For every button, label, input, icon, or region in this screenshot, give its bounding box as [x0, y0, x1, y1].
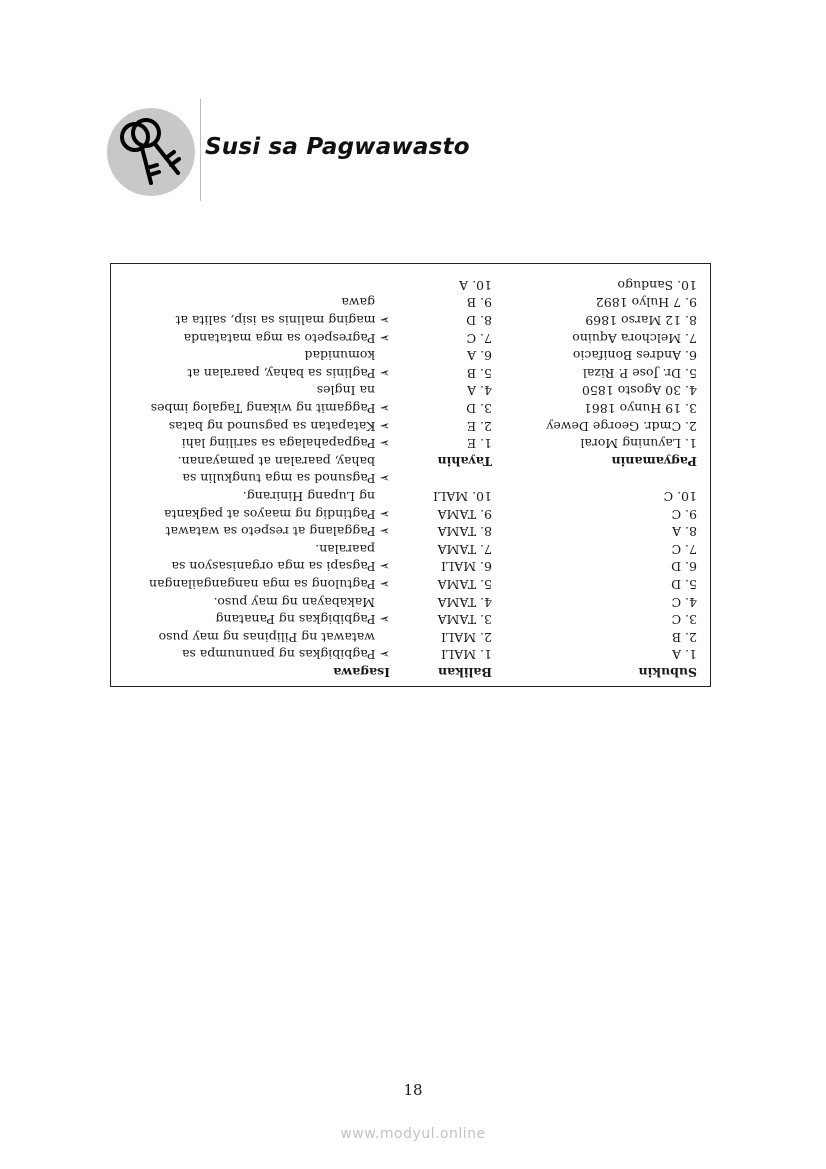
- answer-cell: 5. B: [466, 365, 492, 381]
- answer-cell: ➢ Paggamit ng wikang Tagalog imbes: [150, 401, 390, 416]
- answer-cell: 3. TAMA: [437, 612, 492, 628]
- answer-cell: ➢ Pagbibigkas ng Panatang: [215, 612, 390, 628]
- answer-cell: 10. MALI: [433, 489, 492, 504]
- answer-cell: 5. TAMA: [437, 577, 492, 592]
- column-header: Subukin: [638, 665, 697, 680]
- answer-cell: 10. Sandugo: [617, 277, 697, 293]
- answer-cell: 2. Cmdr. George Dewey: [546, 418, 697, 434]
- table-row: [111, 311, 710, 329]
- answer-cell: ➢ maging malinis sa isip, salita at: [175, 313, 390, 328]
- keys-icon: [106, 107, 196, 197]
- table-row: [111, 276, 710, 294]
- table-row: [111, 470, 710, 488]
- answer-cell: ➢ Pagpapahalaga sa sariling lahi: [181, 436, 390, 452]
- section-2-header: [111, 452, 710, 470]
- table-row: [111, 487, 710, 505]
- answer-cell: gawa: [341, 295, 375, 311]
- answer-cell: 8. D: [466, 313, 492, 328]
- answer-cell: ➢ Pagbibigkas ng panunumpa sa: [182, 647, 390, 663]
- column-header: Isagawa: [333, 665, 390, 680]
- answer-cell: 2. E: [466, 418, 492, 434]
- header-divider: [200, 99, 201, 201]
- answer-cell: ➢ Pagsapi sa mga organisasyon sa: [171, 559, 390, 575]
- answer-cell: 10. A: [459, 277, 492, 293]
- answer-cell: ➢ Katapatan sa pagsunod ng batas: [168, 418, 390, 434]
- table-row: [111, 558, 710, 576]
- answer-cell: 3. C: [671, 612, 697, 628]
- table-row: [111, 646, 710, 664]
- answer-cell: bahay, paaralan at pamayanan.: [177, 453, 375, 469]
- table-row: [111, 628, 710, 646]
- answer-cell: 1. E: [466, 436, 492, 452]
- table-row: [111, 417, 710, 435]
- table-row: [111, 540, 710, 558]
- answer-cell: 10. C: [663, 489, 697, 504]
- answer-cell: 9. C: [671, 506, 697, 522]
- table-row: [111, 364, 710, 382]
- table-row: [111, 505, 710, 523]
- answer-cell: 6. D: [671, 559, 697, 575]
- column-header: Tayahin: [437, 453, 492, 469]
- answer-cell: 2. B: [671, 629, 697, 645]
- answer-cell: ➢ Pagtindig ng maayos at pagkanta: [163, 506, 390, 522]
- answer-cell: 9. 7 Hulyo 1892: [595, 295, 697, 311]
- answer-cell: 4. TAMA: [437, 594, 492, 610]
- answer-cell: ng Lupang Hinirang.: [242, 489, 375, 504]
- answer-cell: 1. MALI: [441, 647, 492, 663]
- answer-cell: 3. 19 Hunyo 1861: [583, 401, 697, 416]
- column-header: Pagyamanin: [611, 453, 697, 469]
- answer-cell: 2. MALI: [441, 629, 492, 645]
- answer-cell: paaralan.: [315, 541, 375, 557]
- answer-cell: 7. C: [671, 541, 697, 557]
- table-row: [111, 399, 710, 417]
- answer-cell: 6. Andres Bonifacio: [572, 348, 697, 364]
- table-row: [111, 294, 710, 312]
- answer-cell: watawat ng Pilipinas ng may puso: [158, 629, 375, 645]
- answer-cell: 4. C: [671, 594, 697, 610]
- page-number: 18: [403, 1081, 423, 1099]
- answer-cell: ➢ Pagsunod sa mga tungkulin sa: [182, 471, 390, 487]
- answer-cell: 7. Melchora Aquino: [572, 330, 697, 346]
- section-1-header: [111, 663, 710, 681]
- answer-cell: komunidad: [304, 348, 375, 364]
- answer-key-box: [110, 263, 711, 687]
- answer-cell: 3. D: [466, 401, 492, 416]
- answer-cell: 7. C: [466, 330, 492, 346]
- answer-cell: 9. B: [466, 295, 492, 311]
- answer-cell: 1. Layuning Moral: [580, 436, 697, 452]
- answer-cell: na Ingles: [316, 383, 375, 399]
- answer-cell: ➢ Pagtulong sa mga nangangailangan: [148, 577, 390, 592]
- page-title: Susi sa Pagwawasto: [205, 134, 470, 160]
- answer-key-upside-down: [111, 264, 710, 686]
- answer-cell: 8. A: [672, 524, 697, 540]
- answer-cell: 4. A: [467, 383, 492, 399]
- table-row: [111, 593, 710, 611]
- answer-cell: ➢ Paglinis sa bahay, paaralan at: [187, 365, 390, 381]
- answer-cell: 5. D: [671, 577, 697, 592]
- table-row: [111, 575, 710, 593]
- answer-cell: 5. Dr. Jose P. Rizal: [582, 365, 697, 381]
- answer-cell: 8. 12 Marso 1869: [585, 313, 697, 328]
- column-header: Balikan: [437, 665, 492, 680]
- table-row: [111, 435, 710, 453]
- table-row: [111, 611, 710, 629]
- answer-cell: ➢ Pagrespeto sa mga matatanda: [183, 330, 390, 346]
- answer-cell: 7. TAMA: [437, 541, 492, 557]
- table-row: [111, 382, 710, 400]
- answer-cell: 9. TAMA: [437, 506, 492, 522]
- watermark: www.modyul.online: [340, 1126, 486, 1142]
- table-row: [111, 347, 710, 365]
- answer-cell: 1. A: [672, 647, 697, 663]
- table-row: [111, 329, 710, 347]
- answer-cell: 8. TAMA: [437, 524, 492, 540]
- table-row: [111, 523, 710, 541]
- answer-cell: Makabayan ng may puso.: [213, 594, 375, 610]
- answer-cell: 6. MALI: [441, 559, 492, 575]
- answer-cell: 6. A: [467, 348, 492, 364]
- answer-cell: ➢ Paggalang at respeto sa watawat: [165, 524, 390, 540]
- answer-cell: 4. 30 Agosto 1850: [581, 383, 697, 399]
